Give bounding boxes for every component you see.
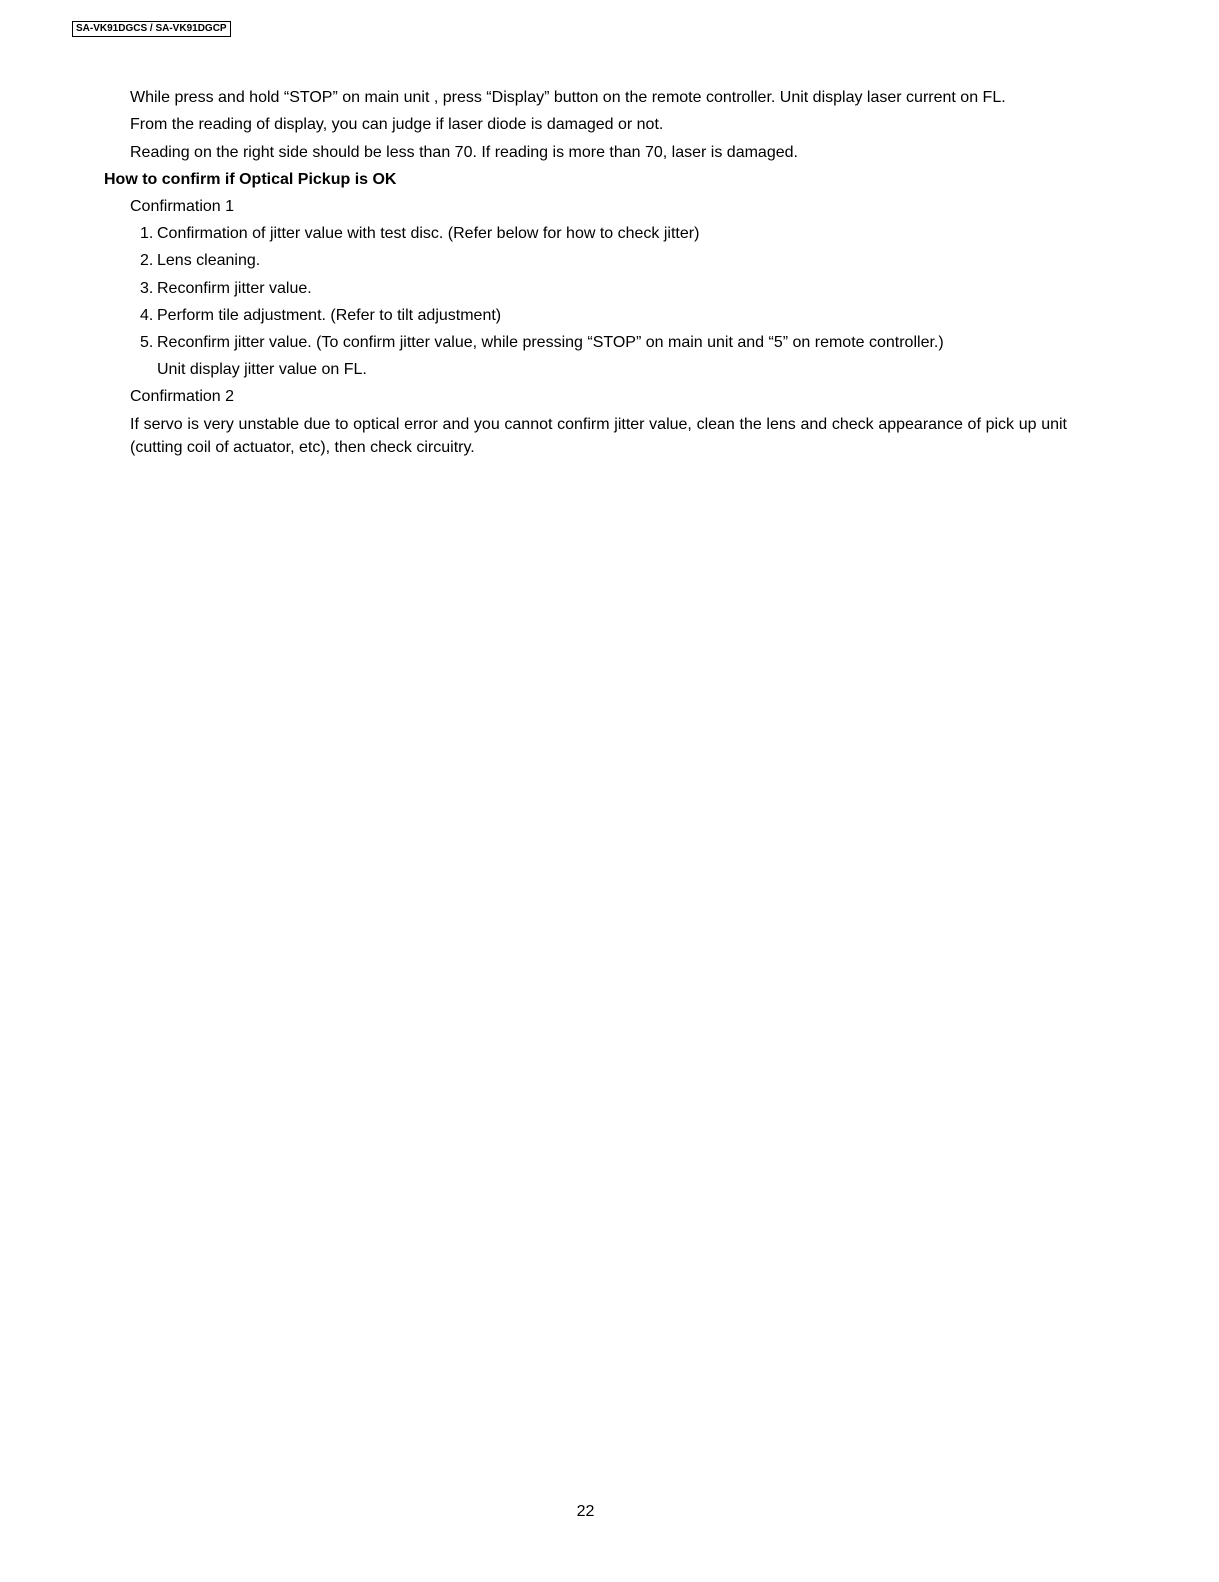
confirmation-1-title: Confirmation 1 (130, 198, 235, 215)
page-number: 22 (576, 1503, 595, 1520)
list-item-text: Confirmation of jitter value with test disc. (Refer below for how to check jitter) (157, 225, 700, 242)
list-item-text: Perform tile adjustment. (Refer to tilt adjustment) (157, 307, 502, 324)
list-item-number: 5. (140, 334, 154, 351)
section-heading: How to confirm if Optical Pickup is OK (104, 171, 397, 188)
intro-line-1: While press and hold “STOP” on main unit , press “Display” button on the remote controller. Unit display laser current on FL. (130, 89, 1006, 106)
list-item-number: 4. (140, 307, 154, 324)
confirmation-2-title: Confirmation 2 (130, 388, 235, 405)
list-item-text: Reconfirm jitter value. (157, 280, 312, 297)
step-5-continuation: Unit display jitter value on FL. (157, 361, 367, 378)
list-item-number: 3. (140, 280, 154, 297)
list-item-text: Reconfirm jitter value. (To confirm jitter value, while pressing “STOP” on main unit and “5” on remote controller.) (157, 334, 944, 351)
list-item-number: 2. (140, 252, 154, 269)
list-item-text: Lens cleaning. (157, 252, 261, 269)
model-number-label: SA-VK91DGCS / SA-VK91DGCP (72, 21, 231, 37)
list-item-number: 1. (140, 225, 154, 242)
intro-line-3: Reading on the right side should be less than 70. If reading is more than 70, laser is damaged. (130, 144, 798, 161)
intro-line-2: From the reading of display, you can judge if laser diode is damaged or not. (130, 116, 664, 133)
confirmation-2-text: If servo is very unstable due to optical error and you cannot confirm jitter value, clean the lens and check appearance of pick up unit (cutting coil of actuator, etc), then check circuitry. (130, 416, 1067, 456)
